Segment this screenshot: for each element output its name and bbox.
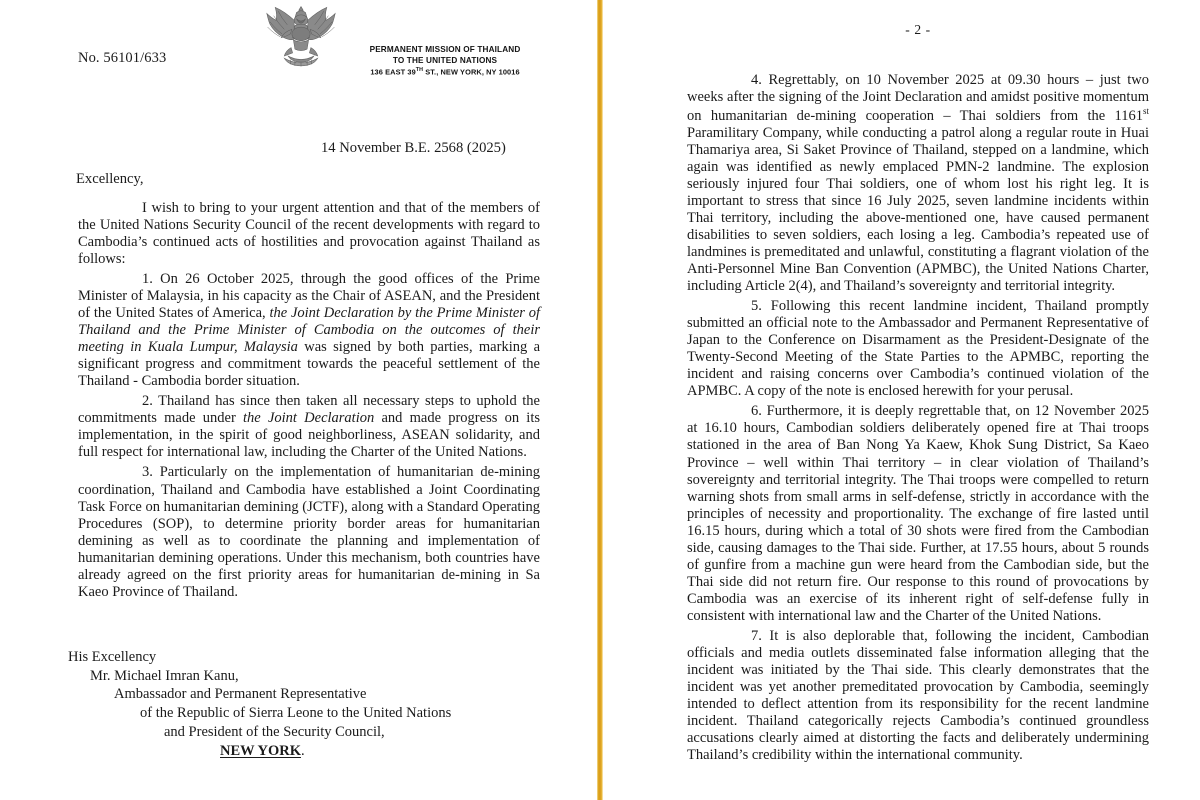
para1-italic-title: the Joint Declaration by the Prime Minister of Thailand and the Prime Minister of Cambodia on the outcomes of their meeting in Kuala Lumpur, Malaysia — [78, 305, 541, 356]
para4-part-b: Paramilitary Company, while conducting a patrol along a regular route in Huai Thamariya area, Si Saket Province of Thailand, stepped on a landmine, which again was identified as newly emplaced PMN-2 landmine. The explosion seriously injured four Thai soldiers, one of whom lost his right leg. It is important to stress that since 16 July 2025, seven landmine incidents within Thai territory, including the above-mentioned one, have caused permanent disabilities to seven soldiers, each losing a leg. Cambodia’s repeated use of landmines is premeditated and unlawful, constituting a flagrant violation of the Anti-Personnel Mine Ban Convention (APMBC), the United Nations Charter, including Article 2(4), and Thailand’s sovereignty and territorial integrity. — [687, 124, 1149, 295]
street-pre: 136 EAST 39 — [370, 67, 416, 77]
addressee-line-3: Ambassador and Permanent Representative — [114, 686, 367, 703]
paragraph-4 — [687, 72, 1149, 295]
letterhead — [78, 0, 540, 104]
right-page-body — [687, 72, 1149, 764]
page-divider — [595, 0, 605, 800]
paragraph-7: 7. It is also deplorable that, following the incident, Cambodian officials and media outlets disseminated false information alleging that the incident was initiated by the Thai side. This clearly demonstrates that the incident was yet another premeditated provocation by Cambodia, seemingly intended to deflect attention from its responsibility for the recent landmine incident. Thailand categorically rejects Cambodia’s continued groundless accusations clearly aimed at distorting the facts and deliberately undermining Thailand’s credibility within the international community. — [687, 627, 1149, 764]
paragraph-3: 3. Particularly on the implementation of humanitarian de-mining coordination, Thailand and Cambodia have established a Joint Coordinating Task Force on humanitarian demining (JCTF), along with a Standard Operating Procedures (SOP), to determine priority border areas for humanitarian demining as well as to coordinate the planning and implementation of humanitarian demining operations. Under this mechanism, both countries have already agreed on the first priority areas for humanitarian de-mining in Sa Kaeo Province of Thailand. — [78, 464, 540, 600]
addressee-line-4: of the Republic of Sierra Leone to the United Nations — [140, 705, 452, 722]
paragraph-6: 6. Furthermore, it is deeply regrettable that, on 12 November 2025 at 16.10 hours, Cambodian soldiers deliberately opened fire at Thai troops stationed in the area of Ban Nong Ya Kaew, Khok Sung District, Sa Kaeo Province – well within Thai territory – in clear violation of Thailand’s sovereignty and territorial integrity. The Thai troops were compelled to return warning shots from small arms in self-defense, strictly in accordance with the principles of necessity and proportionality. The exchange of fire lasted until 16.15 hours, during which a total of 30 shots were fired from the Cambodian side, causing damages to the Thai side. Further, at 17.55 hours, about 5 rounds of gunfire from a machine gun were heard from the Cambodian side, but the Thai side did not return fire. Our response to this round of provocations by Cambodia was an exercise of its inherent right of self-defense fully in consistent with international law and the Charter of the United Nations. — [687, 403, 1149, 624]
paragraph-5: 5. Following this recent landmine incident, Thailand promptly submitted an official note to the Ambassador and Permanent Representative of Japan to the Conference on Disarmament as the President-Designate of the Twenty-Second Meeting of the State Parties to the APMBC, reporting the incident and raising concerns over Cambodia’s continued violation of the APMBC. A copy of the note is enclosed herewith for your perusal. — [687, 298, 1149, 400]
date-line: 14 November B.E. 2568 (2025) — [321, 140, 506, 156]
addressee-city-line — [68, 742, 451, 761]
reference-number: No. 56101/633 — [78, 50, 167, 66]
mission-address — [350, 45, 540, 77]
paragraph-opening: I wish to bring to your urgent attention and that of the members of the United Nations Security Council of the recent developments with regard to Cambodia’s continued acts of hostilities and provocation against Thailand as follows: — [78, 200, 540, 268]
para1-part-b: was signed by both parties, marking a significant progress and commitment towards the peaceful settlement of the Thailand - Cambodia border situation. — [78, 339, 541, 390]
page-number: - 2 - — [905, 22, 931, 37]
street-post: ST., NEW YORK, NY 10016 — [423, 67, 520, 77]
mission-line-1: PERMANENT MISSION OF THAILAND — [369, 45, 521, 54]
paragraph-2 — [78, 393, 540, 461]
addressee-city: NEW YORK — [220, 742, 301, 759]
para4-ordinal-suffix: st — [1142, 106, 1149, 117]
mission-street-address — [350, 67, 540, 77]
page-2 — [605, 0, 1200, 800]
street-ordinal-suffix: TH — [415, 66, 424, 73]
paragraph-1 — [78, 271, 540, 390]
para2-italic-title: the Joint Declaration — [243, 410, 375, 427]
divider-rule — [597, 0, 603, 800]
page-1 — [0, 0, 595, 800]
addressee-city-punct: . — [300, 742, 305, 759]
para2-part-b: and made progress on its implementation, in the spirit of good neighborliness, ASEAN solidarity, and full respect for international law, including the Charter of the United Nations. — [78, 410, 540, 461]
salutation: Excellency, — [76, 171, 144, 187]
addressee-block — [68, 648, 451, 760]
garuda-emblem-icon — [263, 2, 339, 78]
addressee-line-1: His Excellency — [68, 649, 157, 665]
addressee-line-5: and President of the Security Council, — [164, 723, 385, 740]
addressee-line-2: Mr. Michael Imran Kanu, — [90, 667, 239, 684]
para4-part-a: 4. Regrettably, on 10 November 2025 at 09.30 hours – just two weeks after the signing of the Joint Declaration and amidst positive momentum on humanitarian de-mining cooperation – Thai soldiers from the 1161 — [687, 72, 1149, 124]
left-page-body — [78, 200, 540, 601]
para1-part-a: 1. On 26 October 2025, through the good offices of the Prime Minister of Malaysia, in his capacity as the Chair of ASEAN, and the President of the United States of America, — [78, 271, 540, 322]
mission-line-2: TO THE UNITED NATIONS — [392, 55, 498, 65]
para2-part-a: 2. Thailand has since then taken all necessary steps to uphold the commitments made under — [78, 393, 540, 427]
